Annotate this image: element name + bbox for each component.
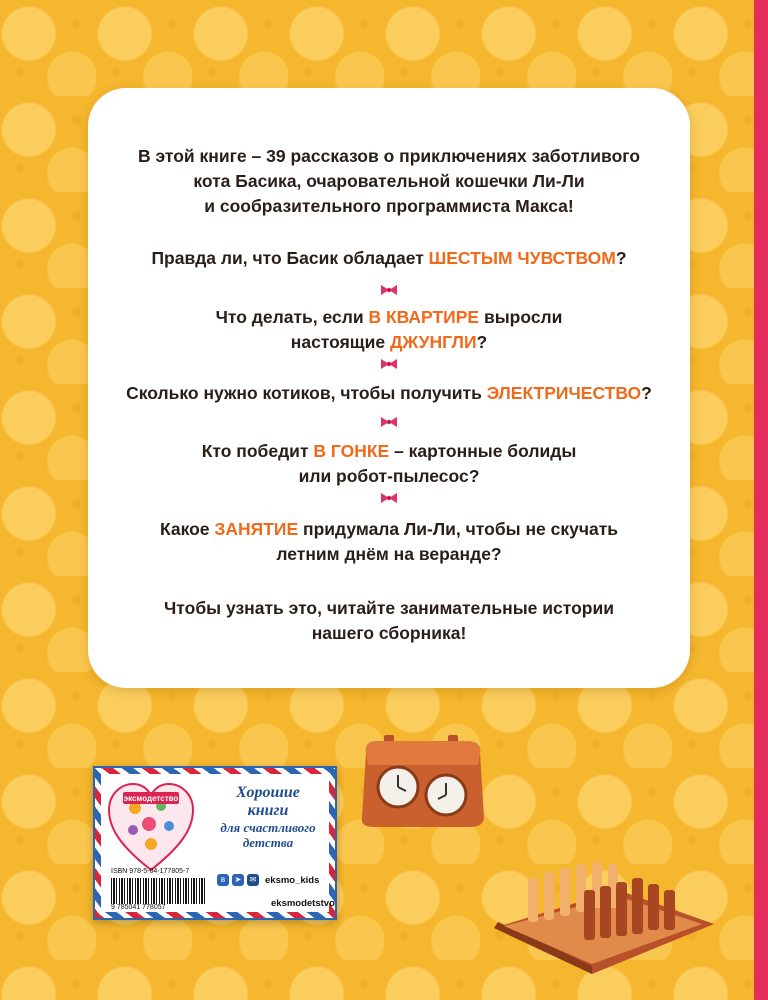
chess-clock-icon [358, 735, 488, 830]
site-handle: eksmodetstvo [271, 898, 335, 909]
isbn-text: ISBN 978-5-04-177805-7 [111, 868, 190, 875]
vk-icon: в [217, 874, 229, 886]
question-2: Что делать, если В КВАРТИРЕ выросли настоящие ДЖУНГЛИ? [215, 307, 563, 352]
bow-icon [380, 285, 398, 295]
question-1: Правда ли, что Басик обладает ШЕСТЫМ ЧУВСТВОМ? [151, 248, 627, 268]
barcode [111, 878, 207, 904]
heart-logo-icon [105, 778, 197, 878]
spine-edge [754, 0, 768, 1000]
bow-icon [380, 493, 398, 503]
bow-icon [380, 359, 398, 369]
brand-logo-text: эксмодетство [123, 794, 179, 803]
question-5: Какое ЗАНЯТИЕ придумала Ли-Ли, чтобы не скучать летним днём на веранде? [159, 519, 619, 564]
outro-text: Чтобы узнать это, читайте занимательные истории нашего сборника! [164, 598, 614, 643]
bow-icon [380, 417, 398, 427]
slogan: Хорошие книги для счастливого детства [220, 784, 316, 850]
question-3: Сколько нужно котиков, чтобы получить ЭЛЕКТРИЧЕСТВО? [126, 383, 652, 403]
social-handle: eksmo_kids [265, 874, 320, 886]
publisher-label [93, 766, 337, 920]
telegram-icon: ➤ [232, 874, 244, 886]
description-card [88, 88, 690, 688]
social-row [217, 874, 319, 886]
intro-text: В этой книге – 39 рассказов о приключениях заботливого кота Басика, очаровательной кошечки Ли-Ли и сообразительного программиста Макса! [137, 146, 641, 216]
barcode-number: 9 785041 778057 [111, 904, 166, 911]
messenger-icon: ✉ [247, 874, 259, 886]
question-4: Кто победит В ГОНКЕ – картонные болиды или робот-пылесос? [201, 441, 577, 486]
chessboard-icon [488, 838, 718, 978]
